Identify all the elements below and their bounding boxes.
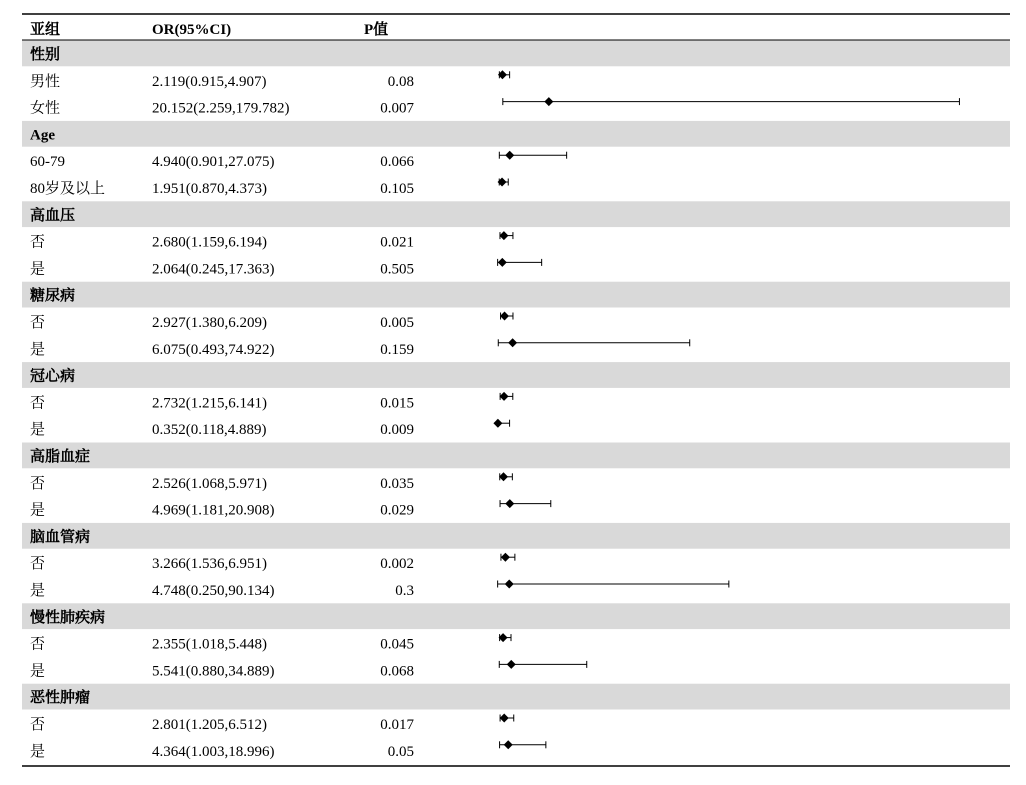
p-value: 0.045 <box>380 636 414 653</box>
or-point-marker <box>504 740 513 749</box>
group-label: 性别 <box>30 47 61 63</box>
group-band <box>22 282 1010 308</box>
p-value: 0.035 <box>380 475 414 492</box>
p-value: 0.068 <box>380 663 414 680</box>
p-value: 0.021 <box>380 234 414 251</box>
or-ci-text: 2.355(1.018,5.448) <box>152 636 267 653</box>
or-ci-text: 6.075(0.493,74.922) <box>152 341 275 358</box>
or-point-marker <box>505 499 514 508</box>
group-label: 糖尿病 <box>30 288 76 305</box>
row-label: 否 <box>30 315 46 331</box>
row-label: 是 <box>30 743 46 760</box>
row-label: 是 <box>30 663 46 680</box>
p-value: 0.505 <box>380 261 414 278</box>
row-label: 男性 <box>30 73 61 90</box>
p-value: 0.08 <box>387 73 414 90</box>
row-label: 80岁及以上 <box>30 181 106 197</box>
group-band <box>22 443 1010 469</box>
p-value: 0.009 <box>380 422 414 439</box>
group-label: 冠心病 <box>30 368 76 385</box>
table-body <box>22 41 1010 760</box>
group-label: 高脂血症 <box>30 449 91 465</box>
or-ci-text: 4.969(1.181,20.908) <box>152 502 275 519</box>
or-point-marker <box>498 258 507 267</box>
group-band <box>22 41 1010 67</box>
group-band <box>22 684 1010 710</box>
group-band <box>22 362 1010 388</box>
or-point-marker <box>507 660 516 669</box>
row-label: 是 <box>30 583 46 599</box>
or-point-marker <box>501 553 510 562</box>
header-subgroup: 亚组 <box>30 22 61 38</box>
or-ci-text: 4.364(1.003,18.996) <box>152 743 275 760</box>
row-label: 否 <box>30 556 46 573</box>
group-band <box>22 121 1010 147</box>
group-label: 高血压 <box>30 207 76 224</box>
or-ci-text: 2.526(1.068,5.971) <box>152 475 267 492</box>
or-ci-text: 2.119(0.915,4.907) <box>152 73 267 90</box>
or-point-marker <box>500 392 509 401</box>
or-ci-text: 20.152(2.259,179.782) <box>152 100 290 117</box>
or-point-marker <box>544 97 553 106</box>
or-point-marker <box>499 472 508 481</box>
row-label: 否 <box>30 717 46 733</box>
or-ci-text: 3.266(1.536,6.951) <box>152 556 267 573</box>
or-ci-text: 0.352(0.118,4.889) <box>152 422 267 439</box>
row-label: 女性 <box>30 100 61 117</box>
row-label: 是 <box>30 502 46 519</box>
or-ci-text: 2.732(1.215,6.141) <box>152 395 267 412</box>
or-ci-text: 2.801(1.205,6.512) <box>152 717 267 733</box>
or-point-marker <box>499 231 508 240</box>
group-label: Age <box>30 127 55 144</box>
p-value: 0.3 <box>395 583 414 599</box>
p-value: 0.105 <box>380 181 414 197</box>
row-label: 否 <box>30 475 46 492</box>
header-p: P值 <box>364 22 389 38</box>
group-band <box>22 523 1010 549</box>
p-value: 0.002 <box>380 556 414 573</box>
or-point-marker <box>500 312 509 321</box>
p-value: 0.005 <box>380 315 414 331</box>
or-point-marker <box>500 714 509 723</box>
p-value: 0.066 <box>380 154 414 171</box>
or-ci-text: 1.951(0.870,4.373) <box>152 181 267 197</box>
group-label: 恶性肿瘤 <box>30 690 91 707</box>
header-or: OR(95%CI) <box>152 22 232 38</box>
p-value: 0.05 <box>387 743 414 760</box>
or-ci-text: 4.940(0.901,27.075) <box>152 154 275 171</box>
row-label: 否 <box>30 395 46 412</box>
or-ci-text: 2.927(1.380,6.209) <box>152 315 267 331</box>
p-value: 0.159 <box>380 341 414 358</box>
p-value: 0.015 <box>380 395 414 412</box>
row-label: 60-79 <box>30 154 65 171</box>
or-ci-text: 2.680(1.159,6.194) <box>152 234 267 251</box>
or-point-marker <box>505 151 514 160</box>
or-ci-text: 5.541(0.880,34.889) <box>152 663 275 680</box>
or-ci-text: 2.064(0.245,17.363) <box>152 261 275 278</box>
group-label: 脑血管病 <box>30 529 91 546</box>
row-label: 是 <box>30 341 46 358</box>
row-label: 是 <box>30 422 46 439</box>
group-band <box>22 603 1010 629</box>
group-band <box>22 201 1010 227</box>
or-point-marker <box>508 338 517 347</box>
p-value: 0.007 <box>380 100 414 117</box>
or-ci-text: 4.748(0.250,90.134) <box>152 583 275 599</box>
or-point-marker <box>493 419 502 428</box>
row-label: 否 <box>30 234 46 251</box>
row-label: 否 <box>30 636 46 653</box>
or-point-marker <box>505 580 514 589</box>
group-label: 慢性肺疾病 <box>30 609 106 626</box>
p-value: 0.029 <box>380 502 414 519</box>
row-label: 是 <box>30 261 46 278</box>
p-value: 0.017 <box>380 717 414 733</box>
